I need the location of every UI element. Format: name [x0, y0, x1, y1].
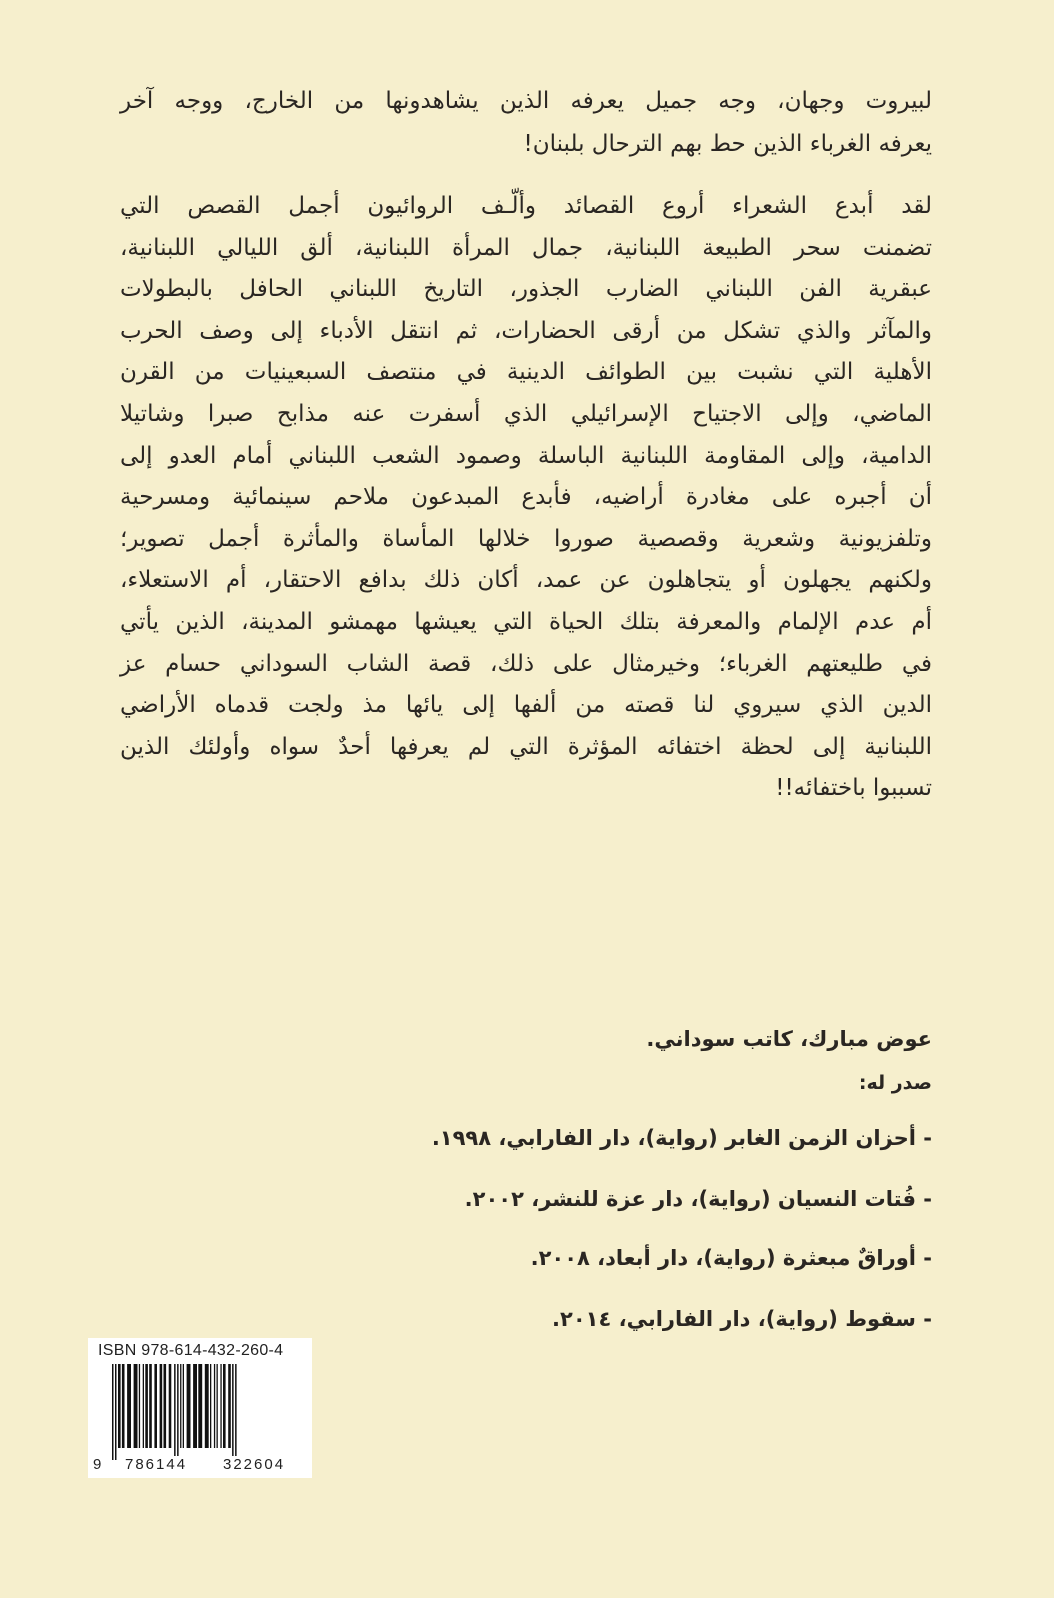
barcode-bar — [122, 1364, 125, 1448]
barcode-bar — [223, 1364, 226, 1448]
text-line: يعرفه الغرباء الذين حط بهم الترحال بلبنان! — [523, 131, 932, 157]
barcode-bar — [164, 1364, 167, 1448]
barcode-bar — [118, 1364, 121, 1448]
barcode-bar — [228, 1364, 231, 1448]
text-line: تسببوا باختفائه!! — [775, 775, 932, 802]
text-line: أن أجبره على مغادرة أراضيه، فأبدع المبدعون ملاحم سينمائية ومسرحية — [120, 484, 932, 511]
text-line: عبقرية الفن اللبناني الضارب الجذور، التاريخ اللبناني الحافل بالبطولات — [120, 276, 932, 303]
barcode-bar — [187, 1364, 191, 1448]
work-item: - سقوط (رواية)، دار الفارابي، ٢٠١٤. — [552, 1307, 932, 1331]
barcode-bars — [98, 1364, 302, 1460]
work-item: - فُتات النسيان (رواية)، دار عزة للنشر، ٢٠٠٢. — [464, 1187, 932, 1211]
barcode-bar — [134, 1364, 138, 1448]
barcode-bar — [160, 1364, 163, 1448]
isbn-label: ISBN 978-614-432-260-4 — [98, 1342, 284, 1359]
barcode-bar — [145, 1364, 148, 1448]
published-heading: صدر له: — [858, 1072, 932, 1094]
barcode-bar — [193, 1364, 197, 1448]
barcode-bar — [214, 1364, 215, 1448]
text-line: الأهلية التي نشبت بين الطوائف الدينية في منتصف السبعينيات من القرن — [120, 359, 932, 386]
barcode-bar — [115, 1364, 117, 1460]
text-line: وتلفزيونية وشعرية وقصصية صوروا خلالها المأساة والمأثرة أجمل تصوير؛ — [120, 525, 932, 552]
barcode-digit-group: 9 — [93, 1456, 102, 1473]
barcode-bar — [149, 1364, 152, 1448]
text-line: والمآثر والذي تشكل من أرقى الحضارات، ثم انتقل الأدباء إلى وصف الحرب — [120, 317, 932, 344]
barcode-bar — [174, 1364, 176, 1460]
text-line: الماضي، وإلى الاجتياح الإسرائيلي الذي أسفرت عنه مذابح صبرا وشاتيلا — [120, 401, 932, 427]
work-item: - أوراقٌ مبعثرة (رواية)، دار أبعاد، ٢٠٠٨. — [530, 1246, 932, 1270]
text-line: تضمنت سحر الطبيعة اللبنانية، جمال المرأة اللبنانية، ألق الليالي اللبنانية، — [120, 234, 932, 261]
author-line: عوض مبارك، كاتب سوداني. — [646, 1027, 932, 1051]
isbn-barcode — [88, 1338, 312, 1478]
barcode-bar — [235, 1364, 237, 1460]
barcode-bar — [112, 1364, 114, 1460]
text-line: في طليعتهم الغرباء؛ وخيرمثال على ذلك، قصة الشاب السوداني حسام عز — [120, 650, 932, 677]
text-line: الدامية، وإلى المقاومة اللبنانية الباسلة وصمود الشعب اللبناني أمام العدو إلى — [120, 442, 932, 469]
barcode-bar — [154, 1364, 157, 1448]
barcode-bar — [177, 1364, 179, 1460]
barcode-bar — [139, 1364, 140, 1448]
barcode-bar — [180, 1364, 181, 1448]
barcode-digit-group: 786144 — [125, 1456, 188, 1473]
barcode-bar — [143, 1364, 144, 1448]
text-line: الدين الذي سيروي لنا قصته من ألفها إلى يائها مذ ولجت قدماه الأراضي — [120, 692, 932, 719]
text-line: لبيروت وجهان، وجه جميل يعرفه الذين يشاهدونها من الخارج، ووجه آخر — [120, 88, 932, 114]
barcode-bar — [183, 1364, 184, 1448]
text-line: لقد أبدع الشعراء أروع القصائد وألّـف الروائيون أجمل القصص التي — [120, 193, 932, 219]
barcode-bar — [217, 1364, 218, 1448]
barcode-bar — [210, 1364, 211, 1448]
barcode-bar — [232, 1364, 234, 1460]
barcode-bar — [169, 1364, 172, 1448]
barcode-bar — [220, 1364, 221, 1448]
barcode-bar — [198, 1364, 202, 1448]
work-item: - أحزان الزمن الغابر (رواية)، دار الفارابي، ١٩٩٨. — [431, 1126, 932, 1150]
text-line: ولكنهم يجهلون أو يتجاهلون عن عمد، أكان ذلك بدافع الاحتقار، أم الاستعلاء، — [120, 567, 932, 594]
text-line: اللبنانية إلى لحظة اختفائه المؤثرة التي لم يعرفها أحدٌ سواه وأولئك الذين — [120, 733, 932, 760]
barcode-bar — [205, 1364, 209, 1448]
barcode-bar — [127, 1364, 131, 1448]
text-line: أم عدم الإلمام والمعرفة بتلك الحياة التي يعيشها مهمشو المدينة، الذين يأتي — [120, 609, 932, 635]
barcode-digit-group: 322604 — [223, 1456, 286, 1473]
